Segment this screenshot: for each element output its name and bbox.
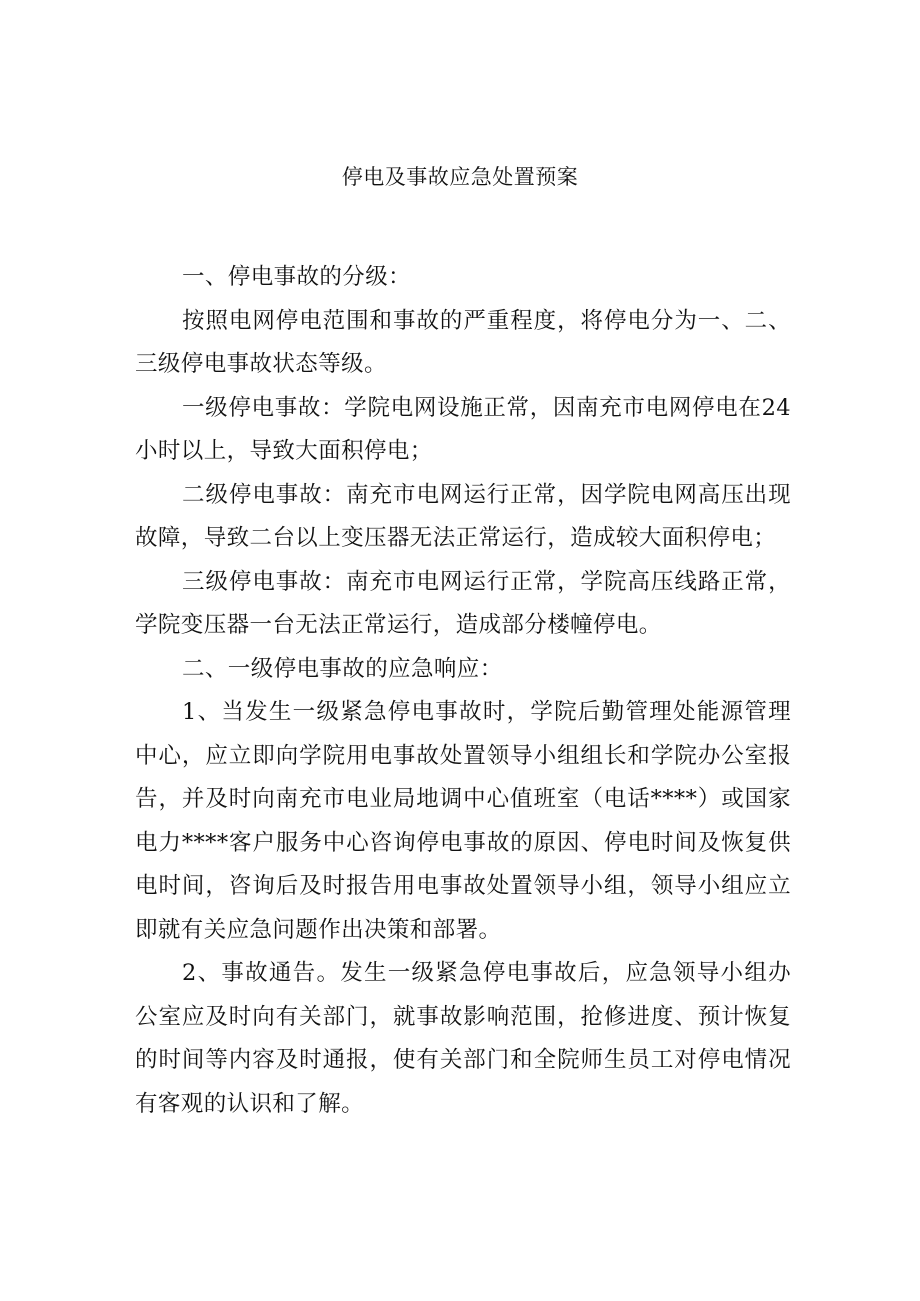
paragraph-response-item-1: 1、当发生一级紧急停电事故时，学院后勤管理处能源管理中心，应立即向学院用电事故处置领导小组组长和学院办公室报告，并及时向南充市电业局地调中心值班室（电话****）或国家电力****客户服务中心咨询停电事故的原因、停电时间及恢复供电时间，咨询后及时报告用电事故处置领导小组，领导小组应立即就有关应急问题作出决策和部署。 (135, 699, 791, 943)
paragraph-response-item-2: 2、事故通告。发生一级紧急停电事故后，应急领导小组办公室应及时向有关部门，就事故影响范围，抢修进度、预计恢复的时间等内容及时通报，使有关部门和全院师生员工对停电情况有客观的认识和了解。 (135, 960, 791, 1117)
document-title: 停电及事故应急处置预案 (341, 165, 579, 189)
document-body (135, 256, 791, 1126)
paragraph-level-two: 二级停电事故：南充市电网运行正常，因学院电网高压出现故障，导致二台以上变压器无法正常运行，造成较大面积停电； (135, 481, 791, 551)
section-heading-classification: 一、停电事故的分级： (182, 264, 412, 290)
paragraph-classification-intro: 按照电网停电范围和事故的严重程度，将停电分为一、二、三级停电事故状态等级。 (135, 307, 791, 377)
paragraph-level-one: 一级停电事故：学院电网设施正常，因南充市电网停电在24小时以上，导致大面积停电； (135, 394, 791, 464)
section-heading-response: 二、一级停电事故的应急响应： (182, 655, 503, 682)
paragraph-level-three: 三级停电事故：南充市电网运行正常，学院高压线路正常，学院变压器一台无法正常运行，造成部分楼幢停电。 (135, 568, 791, 638)
